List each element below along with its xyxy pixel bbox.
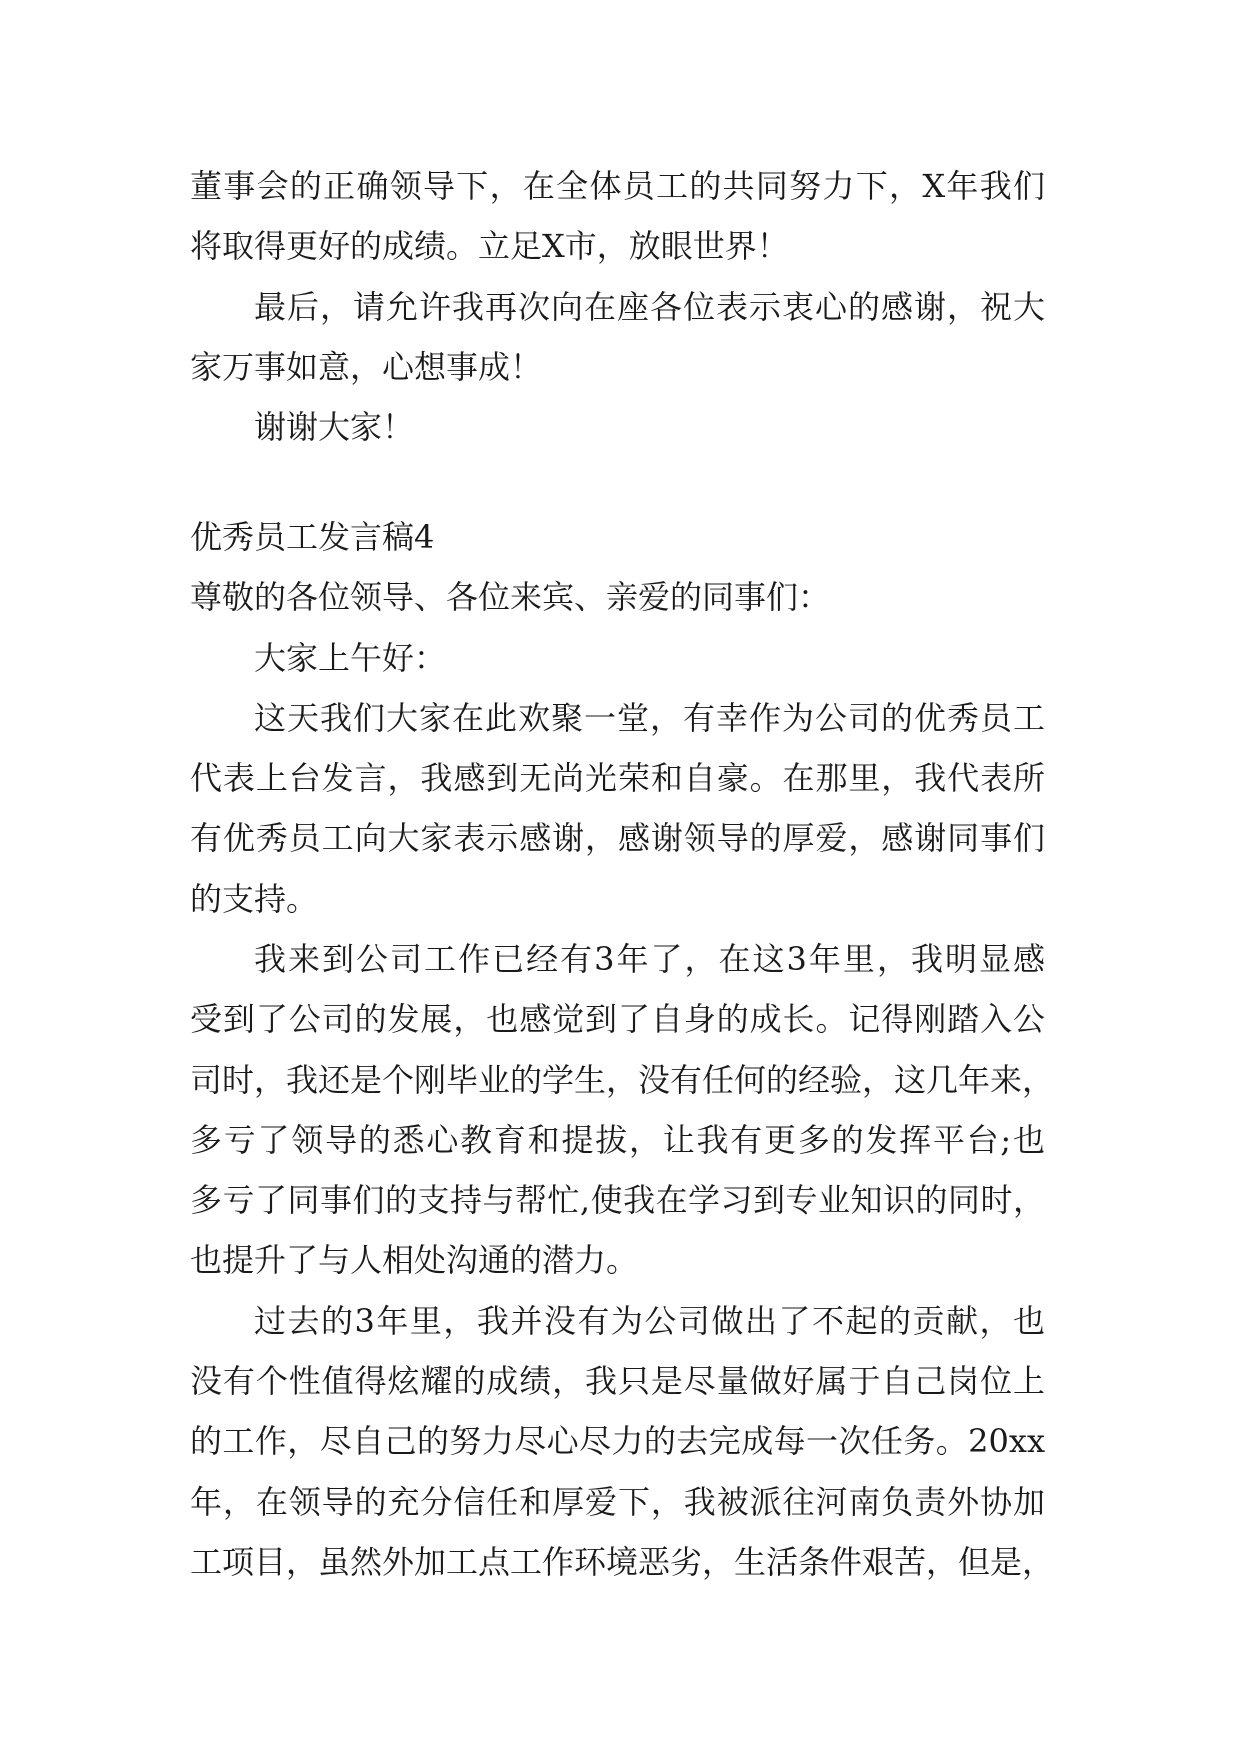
body-text-line: 董事会的正确领导下，在全体员工的共同努力下，X年我们 xyxy=(190,167,1045,205)
body-text-line: 有优秀员工向大家表示感谢，感谢领导的厚爱，感谢同事们 xyxy=(190,819,1045,857)
body-text-line: 工项目，虽然外加工点工作环境恶劣，生活条件艰苦，但是， xyxy=(190,1543,1055,1581)
section-heading: 优秀员工发言稿4 xyxy=(190,518,435,556)
body-text-line: 年，在领导的充分信任和厚爱下，我被派往河南负责外协加 xyxy=(190,1483,1045,1521)
body-text-line: 的支持。 xyxy=(190,880,319,918)
body-text-line: 受到了公司的发展，也感觉到了自身的成长。记得刚踏入公 xyxy=(190,1000,1045,1038)
body-text-line: 也提升了与人相处沟通的潜力。 xyxy=(190,1241,639,1279)
body-text-line: 的工作，尽自己的努力尽心尽力的去完成每一次任务。20xx xyxy=(190,1422,1045,1460)
body-text-line: 没有个性值得炫耀的成绩，我只是尽量做好属于自己岗位上 xyxy=(190,1362,1045,1400)
body-text-line: 多亏了同事们的支持与帮忙,使我在学习到专业知识的同时， xyxy=(190,1181,1045,1219)
salutation: 尊敬的各位领导、各位来宾、亲爱的同事们： xyxy=(190,578,831,616)
paragraph-first-line: 谢谢大家！ xyxy=(254,408,415,446)
body-text-line: 司时，我还是个刚毕业的学生，没有任何的经验，这几年来， xyxy=(190,1061,1055,1099)
body-text-line: 多亏了领导的悉心教育和提拔，让我有更多的发挥平台;也 xyxy=(190,1121,1045,1159)
paragraph-first-line: 我来到公司工作已经有3年了，在这3年里，我明显感 xyxy=(254,940,1045,978)
paragraph-first-line: 最后，请允许我再次向在座各位表示衷心的感谢，祝大 xyxy=(254,288,1045,326)
body-text-line: 代表上台发言，我感到无尚光荣和自豪。在那里，我代表所 xyxy=(190,759,1045,797)
paragraph-first-line: 这天我们大家在此欢聚一堂，有幸作为公司的优秀员工 xyxy=(254,699,1045,737)
paragraph-first-line: 过去的3年里，我并没有为公司做出了不起的贡献，也 xyxy=(254,1302,1045,1340)
body-text-line: 将取得更好的成绩。立足X市，放眼世界！ xyxy=(190,227,789,265)
greeting: 大家上午好： xyxy=(254,639,447,677)
body-text-line: 家万事如意，心想事成！ xyxy=(190,348,543,386)
